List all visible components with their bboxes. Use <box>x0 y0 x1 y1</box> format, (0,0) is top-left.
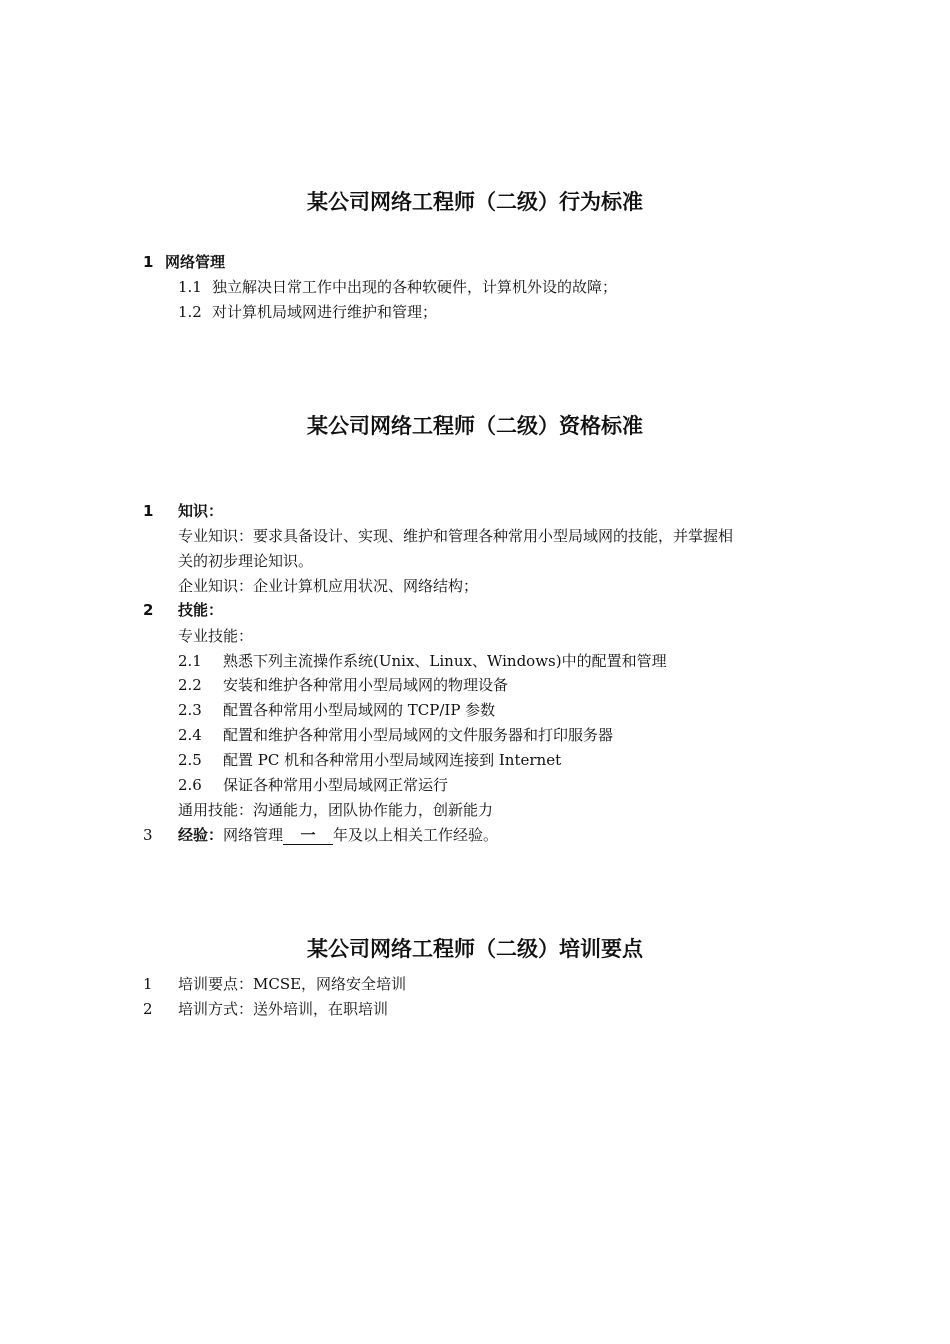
professional-knowledge-line1: 专业知识：要求具备设计、实现、维护和管理各种常用小型局域网的技能，并掌握相 <box>178 527 734 545</box>
training-item <box>143 974 406 994</box>
skill-item <box>178 750 561 770</box>
behavior-title: 某公司网络工程师（二级）行为标准 <box>307 190 643 214</box>
enterprise-knowledge: 企业知识：企业计算机应用状况、网络结构； <box>178 577 479 595</box>
item-number: 2 <box>143 1000 153 1018</box>
section-number: 3 <box>143 826 153 844</box>
section-label: 网络管理 <box>165 253 226 271</box>
item-text: 配置和维护各种常用小型局域网的文件服务器和打印服务器 <box>223 726 614 744</box>
item-number: 1.2 <box>178 303 202 321</box>
item-text: 熟悉下列主流操作系统(Unix、Linux、Windows)中的配置和管理 <box>223 652 667 670</box>
item-text: 配置 PC 机和各种常用小型局域网连接到 Internet <box>223 751 562 769</box>
professional-knowledge-line2: 关的初步理论知识。 <box>178 552 314 570</box>
section-number: 2 <box>143 601 154 619</box>
item-number: 2.5 <box>178 751 202 769</box>
section-label: 经验： <box>178 826 224 844</box>
skill-item <box>178 700 495 720</box>
behavior-item <box>178 277 617 297</box>
knowledge-heading <box>143 501 223 521</box>
training-title: 某公司网络工程师（二级）培训要点 <box>307 937 643 961</box>
section-number: 1 <box>143 253 154 271</box>
section-label: 技能： <box>178 601 224 619</box>
item-number: 2.6 <box>178 776 202 794</box>
skills-heading <box>143 600 223 620</box>
skill-item <box>178 675 508 695</box>
item-text: 对计算机局域网进行维护和管理； <box>212 303 438 321</box>
training-item <box>143 999 388 1019</box>
item-number: 1 <box>143 975 153 993</box>
item-text: 独立解决日常工作中出现的各种软硬件，计算机外设的故障； <box>212 278 618 296</box>
item-number: 2.2 <box>178 676 202 694</box>
section-label: 知识： <box>178 502 224 520</box>
experience-prefix: 网络管理 <box>223 826 284 844</box>
qualification-title: 某公司网络工程师（二级）资格标准 <box>307 414 643 438</box>
item-text: 安装和维护各种常用小型局域网的物理设备 <box>223 676 509 694</box>
item-number: 2.3 <box>178 701 202 719</box>
item-text: 培训方式：送外培训，在职培训 <box>178 1000 389 1018</box>
section-number: 1 <box>143 502 154 520</box>
item-text: 培训要点：MCSE，网络安全培训 <box>178 975 407 993</box>
item-text: 保证各种常用小型局域网正常运行 <box>223 776 449 794</box>
skill-item <box>178 725 613 745</box>
item-number: 2.4 <box>178 726 202 744</box>
behavior-section-1 <box>143 252 225 272</box>
general-skills: 通用技能：沟通能力，团队协作能力，创新能力 <box>178 801 494 819</box>
experience-years-blank: 一 <box>283 827 333 845</box>
skill-item <box>178 775 448 795</box>
item-number: 2.1 <box>178 652 202 670</box>
professional-skills-label: 专业技能： <box>178 627 254 645</box>
experience-line <box>143 825 498 845</box>
behavior-item <box>178 302 437 322</box>
skill-item <box>178 651 667 671</box>
item-text: 配置各种常用小型局域网的 TCP/IP 参数 <box>223 701 496 719</box>
item-number: 1.1 <box>178 278 202 296</box>
experience-suffix: 年及以上相关工作经验。 <box>333 826 499 844</box>
